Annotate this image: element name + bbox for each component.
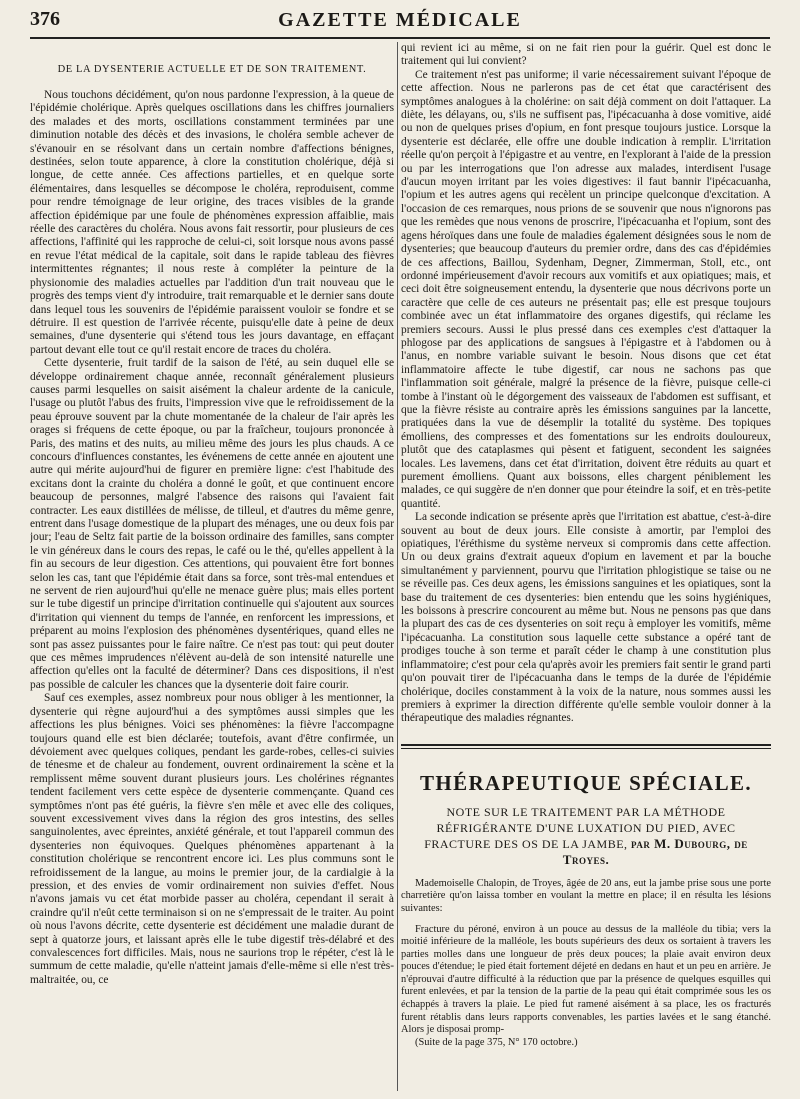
left-paragraph-1: Nous touchons décidément, qu'on nous pardonne l'expression, à la queue de l'épidémie cholérique. Après quelques oscillations dans les chiffres journaliers des malades et des morts, oscillations constamment terminées par une diminution notable des décès et des invasions, le choléra semble achever de s'évanouir en se résolvant dans un certain nombre d'affections bénignes, destinées, selon toute apparence, à clore la constitution cholérique, déjà si longue, de cette année. Ces affections partielles, et en quelque sorte élémentaires, dans lesquelles se décompose le choléra, reproduisent, comme pour rendre témoignage de leur origine, des traces visibles de la grande affection épidémique par une foule de phénomènes expression affaiblie, mais réelle des caractères du choléra. Nous avons fait ressortir, pour plusieurs de ces affections, l'affinité qui les rapproche de celui-ci, soit lorsque nous avons passé en revue l'état médical de la capitale, soit dans le rapide tableau des fièvres intermittentes régnantes; il nous reste à compléter la peinture de la physionomie des maladies actuelles par l'addition d'un trait nouveau que le progrès des temps vient d'y introduire, trait remarquable et le dernier sans doute dans lequel tous les souvenirs de l'épidémie paraissent vouloir se fondre et se détruire. Il est question de l'arrivée récente, puisqu'elle date à peine de deux semaines, d'une dysenterie qui s'étend tous les jours davantage, en effaçant partout devant elle tout ce qu'il restait encore de traces du choléra. [30, 89, 394, 356]
section-heading-dysenterie: DE LA DYSENTERIE ACTUELLE ET DE SON TRAITEMENT. [57, 64, 367, 75]
article-author: par M. Dubourg, de Troyes. [562, 835, 748, 867]
page-number: 376 [30, 8, 60, 30]
footer-fragment-wrap [401, 1037, 771, 1051]
left-paragraph-2: Cette dysenterie, fruit tardif de la saison de l'été, au sein duquel elle se développe ordinairement chaque année, reconnaît généralement plusieurs causes parmi lesquelles on saisit aisément la chaleur ardente de la canicule, l'usage ou plutôt l'abus des fruits, l'impression vive que le refroidissement de la peau éprouve souvent par la chute momentanée de la chaleur de l'air après les orages si fréquens de cette époque, ou par la fraîcheur, toujours prononcée à Paris, des matins et des nuits, au milieu même des jours les plus chauds. A ce concours d'influences constantes, les événemens de cette année en ajoutent une autre qui mérite aujourd'hui de figurer en première ligne: c'est l'habitude des excitans dont la crainte du choléra a donné le goût, et que continuent encore beaucoup de personnes, malgré l'absence des raisons qui l'avaient fait contracter. Les eaux distillées de mélisse, de tilleul, et d'autres du même genre, entrent dans l'usage domestique de la plupart des ménages, une ou deux fois par jour; l'eau de Seltz fait partie de la boisson ordinaire des familles, sans compter le vin généreux dans le cours des repas, le café ou le thé, qu'elles appellent à la fin au secours de leur digestion. Ces attentions, qui pouvaient être fort bonnes selon les cas, tant que l'épidémie était dans sa force, sont très-mal entendues et ne servent de rien aujourd'hui qu'elle ne menace guère plus; mais elles portent sur le tube digestif un principe d'irritation continuelle qui s'ajoutent aux sources d'irritation qui viennent du temps de l'année, en renforcent les impressions, et préparent au moins l'explosion des phénomènes dysentériques, quand elles ne sont pas assez puissantes pour le faire naître. Ce n'est pas tout: qui peut douter que ces mêmes imprudences n'élèvent au-delà de son intensité naturelle une affection qu'elles ont la faculté de déterminer? Dans ces dispositions, il n'est pas possible de calculer les chances que la dysenterie doit faire courir. [30, 357, 394, 691]
column-divider [397, 42, 398, 1091]
article-heading [405, 804, 767, 868]
footer-fragment: (Suite de la page 375, N° 170 octobre.) [415, 1036, 578, 1048]
masthead-rule [30, 37, 770, 39]
section-title-therapeutique: THÉRAPEUTIQUE SPÉCIALE. [419, 770, 753, 795]
left-column [30, 42, 394, 1091]
right-paragraph-2: Ce traitement n'est pas uniforme; il varie nécessairement suivant l'époque de cette affection. Nous ne parlerons pas de cet état que caractérisent des symptômes analogues à la cholérine: on sait déjà comment on doit l'attaquer. La diète, les délayans, ou, s'ils ne suffisent pas, l'ipécacuanha à dose vomitive, aidé ou non de quelques prises d'opium, en font presque toujours justice. Lorsque la dysenterie est déclarée, elle offre une double indication à remplir. L'irritation réelle qu'on perçoit à l'épigastre et au ventre, en l'explorant à l'aide de la pression ou par les interrogations que l'on adresse aux malades, interdisent l'usage d'aucun moyen irritant par les voies digestives: il faut bannir l'ipécacuanha, l'opium et les autres agens qui recèlent un principe quelconque d'excitation. A l'occasion de ces remarques, nous prions de se souvenir que nous n'ignorons pas que les remèdes que nous venons de proscrire, l'ipécacuanha et l'opium, sont des agens héroïques dans une foule de maladies également désignées sous le nom de dysenteries; que beaucoup d'auteurs du premier ordre, dans des cas d'épidémies de ces affections, Baillou, Sydenham, Degner, Zimmerman, Stoll, etc., ont ordonné impérieusement d'avoir recours aux vomitifs et aux opiatiques; mais, et ceci doit être soigneusement entendu, la dysenterie que nous décrivons porte un caractère que celle de ces auteurs ne présentait pas; elle est presque toujours combinée avec un état inflammatoire des organes digestifs, qui réclame les premiers secours. Aussi le plus pressé dans ces exemples c'est d'attaquer la phlogose par des applications de sangsues à l'épigastre et à l'abdomen ou à l'anus, en nombre variable suivant le besoin. Nous disons que cet état inflammatoire affecte le tube digestif, car nous ne sachons pas que l'inflammation soit générale, malgré la présence de la fièvre, puisque celle-ci tombe à l'instant où le dégorgement des vaisseaux de l'abdomen est suffisant, et que la fièvre résiste au contraire après les émissions sanguines par la lancette, pratiquées dans la vue de désemplir la totalité du système. Des topiques émolliens, des compresses et des fomentations sur les endroits douloureux, plutôt que des cataplasmes qui pèsent et fatiguent, secondent les saignées locales. Les lavemens, dans cet état d'irritation, doivent être réduits au quart et purement émolliens. Quant aux boissons, elles chargent péniblement les malades, ce qui suggère de n'en donner que pour éteindre la soif, et en très-petite quantité. [401, 68, 771, 510]
right-column [401, 42, 771, 1091]
article-heading-text: NOTE SUR LE TRAITEMENT PAR LA MÉTHODE RÉFRIGÉRANTE D'UNE LUXATION DU PIED, AVEC FRACTURE DES OS DE LA JAMBE, [424, 804, 736, 851]
article-paragraph-1: Mademoiselle Chalopin, de Troyes, âgée de 20 ans, eut la jambe prise sous une porte charretière qu'on laissa tomber en voulant la mettre en place; il en résulta les lésions suivantes: [401, 877, 771, 914]
journal-title: GAZETTE MÉDICALE [278, 9, 522, 31]
article-paragraph-2: Fracture du péroné, environ à un pouce au dessus de la malléole du tibia; vers la moitié inférieure de la malléole, les bouts supérieurs des deux os sortaient à travers les parties molles dans une longueur de près deux pouces; la plaie avait environ deux pouces d'étendue; le pied était fortement déjeté en dedans en haut et un peu en arrière. Je n'éprouvai d'autre difficulté à la réduction que par la présence de quelques esquilles qui furent enlevées, et par la tension de la partie de la peau qui était comprimée sous les os échappés à travers la plaie. Le pied fut ramené aisément à sa place, les os fracturés furent rétablis dans leurs rapports convenables, les parties lavées et le sang étanché. Alors je disposai promp- [401, 923, 771, 1036]
masthead [30, 6, 770, 36]
left-paragraph-3: Sauf ces exemples, assez nombreux pour nous obliger à les mentionner, la dysenterie qui règne aujourd'hui a des symptômes aussi simples que les affections les plus bénignes. Voici ses phénomènes: la fièvre l'accompagne toujours quand elle est bien déclarée; toutefois, avant d'être confirmée, un dévoiement avec quelques coliques, pendant les garde-robes, celles-ci suivies de ténesme et de chaleur au fondement, ouvrent ordinairement la scène et la remplissent même souvent durant plusieurs jours. Les cholérines régnantes tendent facilement vers cette espèce de dysenterie commençante. Quand ces symptômes n'ont pas été guéris, la fièvre s'en mêle et avec elle des coliques, souvent excessivement vives dans la région des gros intestins, des selles sanguinolentes, avec épreintes, anxiété générale, et tout l'appareil commun des dysenteries non équivoques. Quelques phénomènes appartenant à la constitution cholérique se rencontrent encore ici. Les plus communs sont le refroidissement de la langue, au moins le premier jour, de la cardialgie à la pression, et des envies de vomir ordinairement non suivies d'effet. Nous n'avons jamais vu cet état morbide passer au choléra, cependant il serait à craindre qu'il n'eût cette terminaison si on ne s'empressait de le traiter. Au point où nous l'avons décrite, cette dysenterie est décidément une maladie durant de sept à quatorze jours, et laissant après elle le tube digestif très-délabré et des convalescences fort difficiles. Mais, nous ne saurions trop le répéter, c'est là le summum de cette maladie, qu'elle n'atteint jamais d'elle-même si elle n'est très-maltraitée, ou, ce [30, 692, 394, 986]
right-paragraph-1: qui revient ici au même, si on ne fait rien pour la guérir. Quel est donc le traitement qui lui convient? [401, 42, 771, 68]
right-paragraph-3: La seconde indication se présente après que l'irritation est abattue, c'est-à-dire souvent au bout de deux jours. Elle consiste à amortir, par l'emploi des opiatiques, l'éréthisme du système nerveux si compromis dans cette affection. Un ou deux grains d'extrait aqueux d'opium en lavement et par la bouche simultanément y parviennent, pourvu que l'irritation phlogistique se taise ou ne se réveille pas. Ces deux agens, les émissions sanguines et les opiatiques, sont la base du traitement de ces dysenteries: bien entendu que les soins hygiéniques, les boissons à prescrire concourent au même but. Nous ne pensons pas que dans la plupart des cas de ces dysenteries on soit reçu à employer les vomitifs, même l'ipécacuanha. La constitution sous laquelle cette substance a opéré tant de prodiges touche à son terme et paraît céder le champ à une constitution plus inflammatoire; c'est pour cela qu'après avoir les premiers fait sentir le grand parti qu'on pouvait tirer de l'ipécacuanha dans le temps de la durée de l'épidémie cholérique, dociles constamment à la voix de la nature, nous sommes aussi les premiers à exprimer la direction différente qu'elle semble vouloir donner à la thérapeutique des maladies régnantes. [401, 511, 771, 725]
section-rule-thick [401, 744, 771, 746]
section-rule-thin [401, 748, 771, 749]
